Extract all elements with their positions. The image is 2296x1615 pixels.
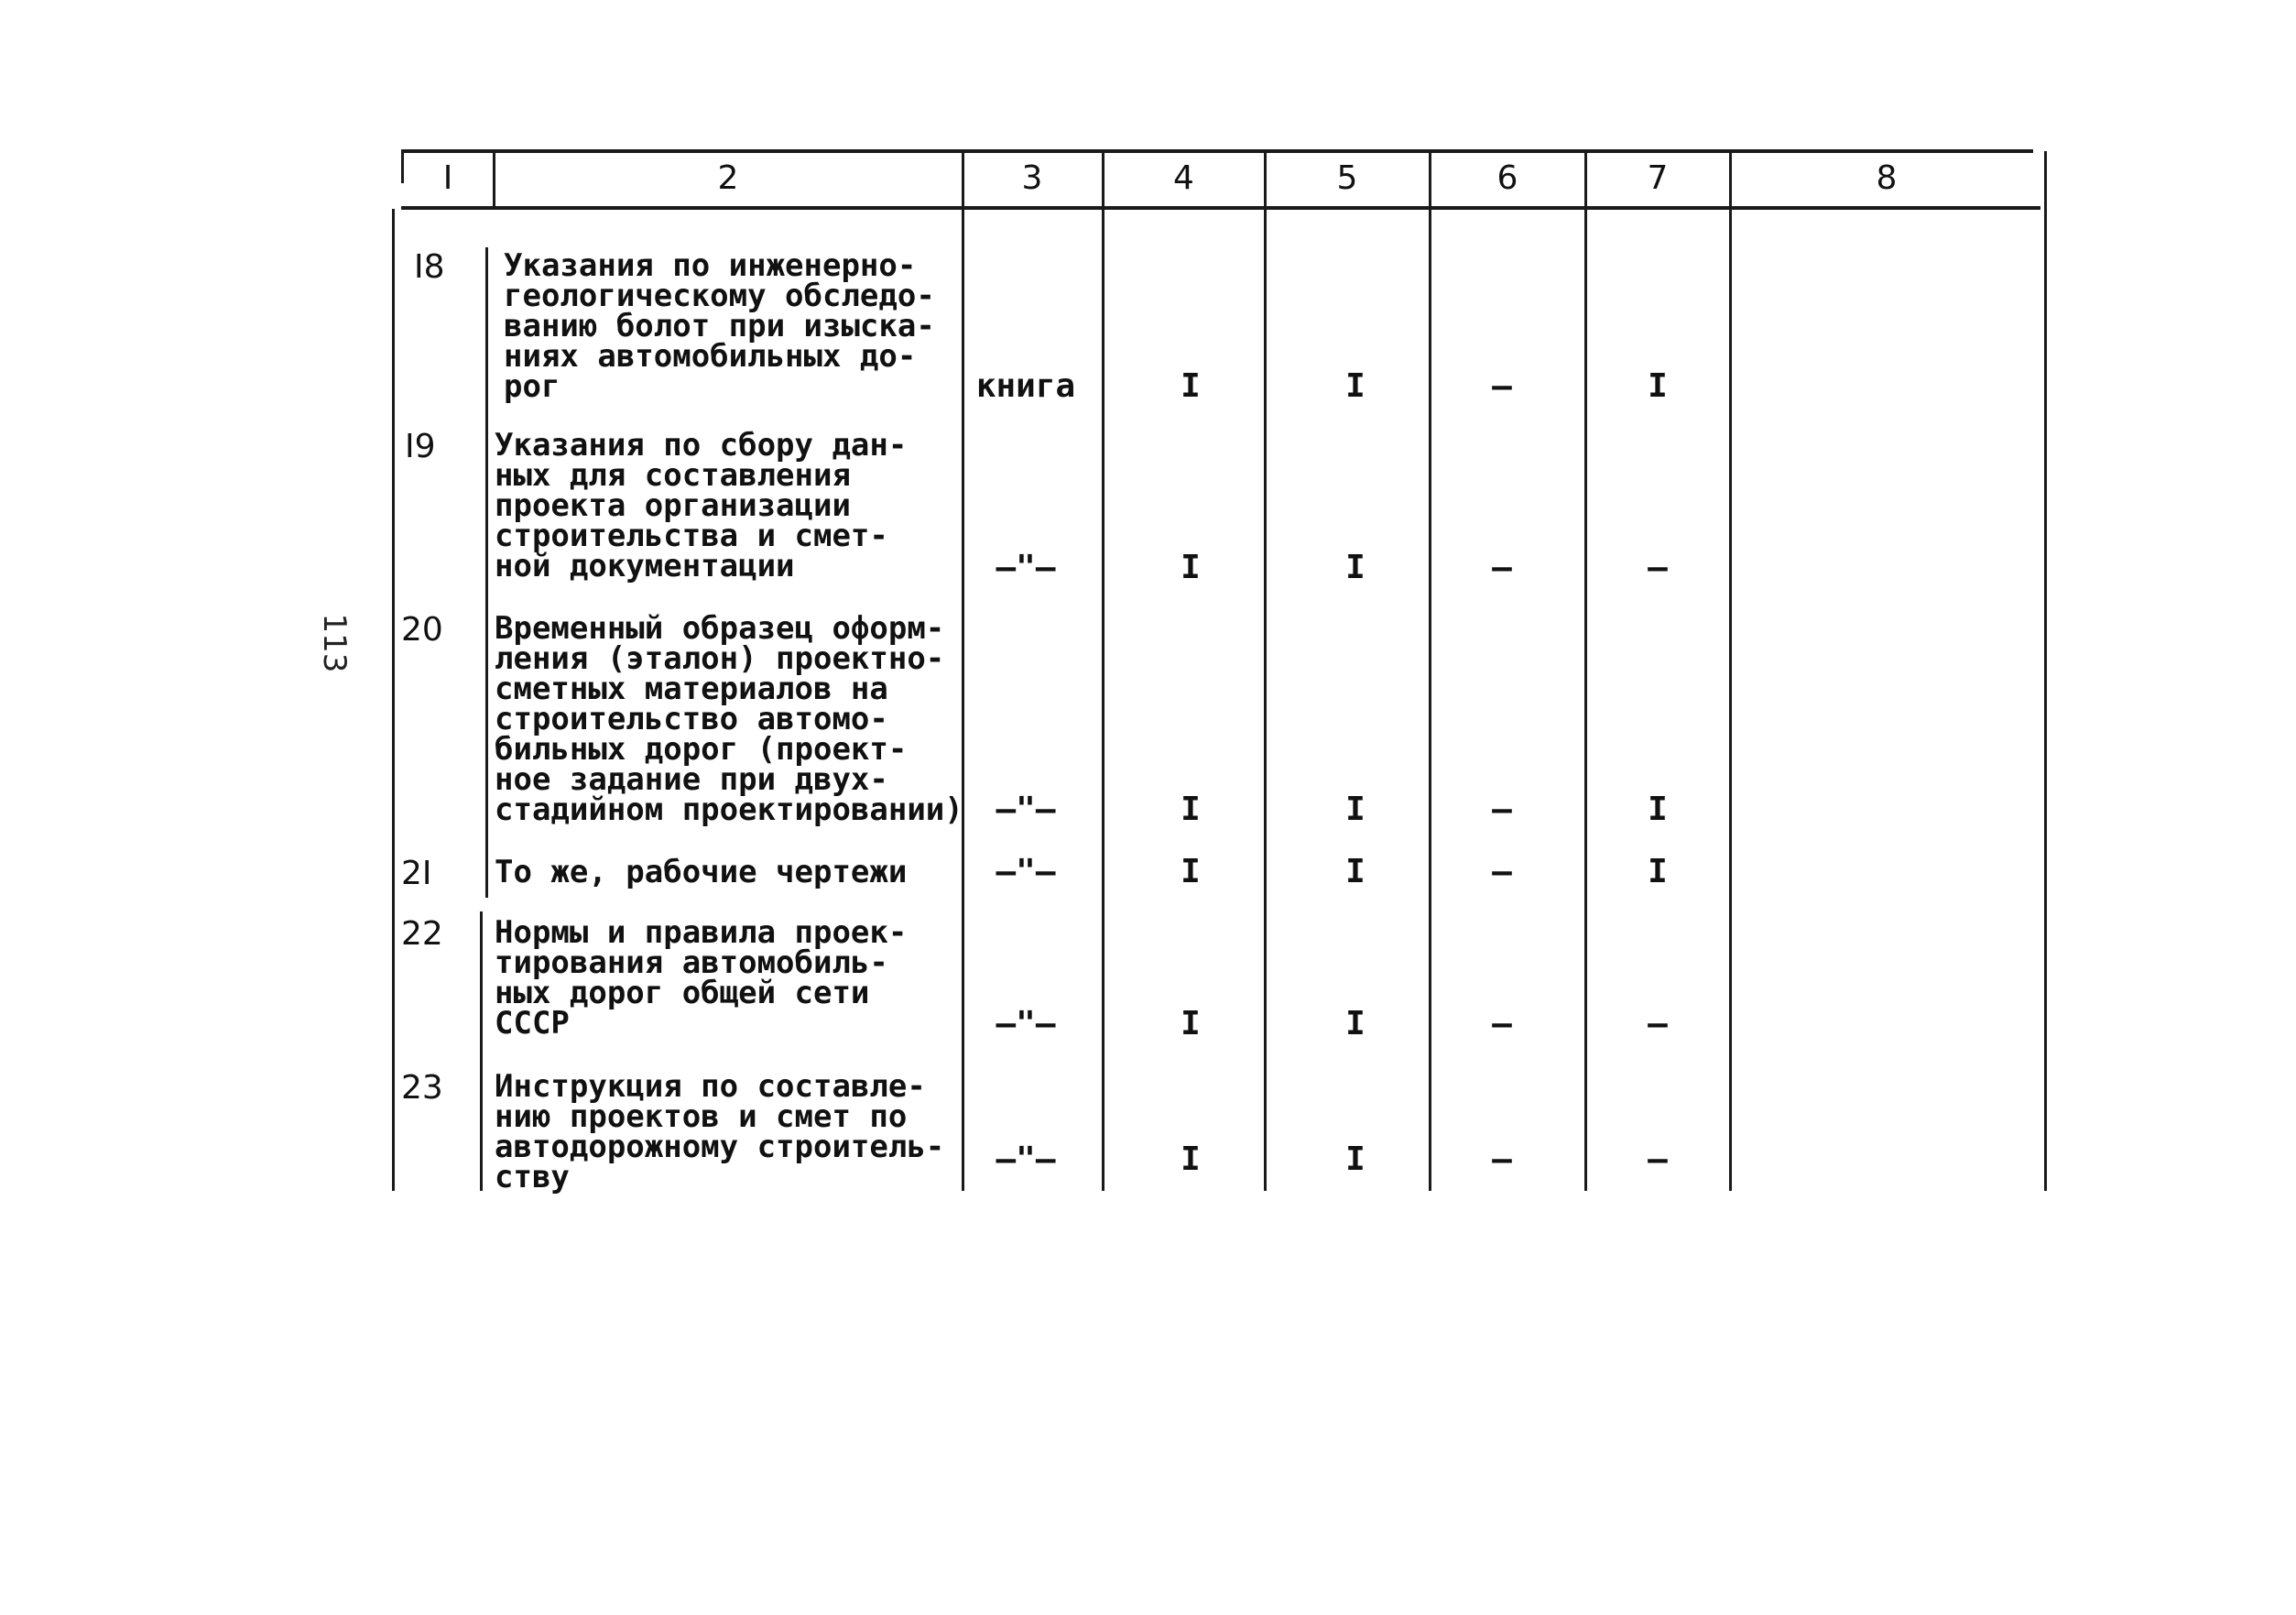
col-7-divider — [1584, 151, 1587, 1191]
row-number: I9 — [405, 428, 436, 465]
table-right-border — [2044, 151, 2047, 1191]
row-number: 22 — [401, 915, 443, 953]
header-col-4: 4 — [1173, 159, 1194, 197]
page-number: 113 — [316, 613, 353, 673]
row-description: То же, рабочие чертежи — [495, 854, 908, 890]
row-value-col7: I — [1648, 791, 1668, 828]
row-value-col7: I — [1648, 367, 1668, 405]
row-unit: –"– — [996, 791, 1056, 828]
row-number: 20 — [401, 611, 443, 649]
header-col-2: 2 — [717, 159, 739, 197]
row-description: Инструкция по составле- нию проектов и смет по автодорожному строитель- ству — [495, 1068, 945, 1195]
header-col-5: 5 — [1336, 159, 1358, 197]
row-value-col4: I — [1181, 549, 1201, 586]
row-number: 2I — [401, 855, 432, 892]
row-description: Временный образец оформ- ления (эталон) проектно- сметных материалов на строительство автомо- бильных дорог (проект- ное задание при двух- стадийном проектировании) — [495, 610, 963, 828]
row-unit: –"– — [996, 1140, 1056, 1178]
row-value-col4: I — [1181, 1005, 1201, 1042]
row-value-col5: I — [1345, 1005, 1366, 1042]
row-value-col7: – — [1648, 549, 1668, 586]
header-bottom-rule — [401, 206, 2040, 210]
row-value-col6: – — [1492, 1005, 1512, 1042]
row-description: Указания по инженерно- геологическому обследо- ванию болот при изыска- ниях автомобильных до- рог — [504, 247, 935, 405]
row-value-col5: I — [1345, 367, 1366, 405]
row-value-col6: – — [1492, 549, 1512, 586]
row-description: Нормы и правила проек- тирования автомобиль- ных дорог общей сети СССР — [495, 914, 908, 1042]
header-col-3: 3 — [1021, 159, 1043, 197]
row-value-col4: I — [1181, 853, 1201, 890]
row-value-col6: – — [1492, 791, 1512, 828]
row-unit: –"– — [996, 1005, 1056, 1042]
col-2-divider-lower — [480, 911, 483, 1191]
row-value-col6: – — [1492, 853, 1512, 890]
col-1-left-border-body — [392, 209, 395, 1191]
row-value-col5: I — [1345, 791, 1366, 828]
header-col-6: 6 — [1496, 159, 1518, 197]
header-col-8: 8 — [1876, 159, 1898, 197]
row-unit: –"– — [996, 853, 1056, 890]
row-value-col5: I — [1345, 853, 1366, 890]
header-col-1: I — [442, 159, 453, 197]
row-value-col5: I — [1345, 549, 1366, 586]
row-value-col4: I — [1181, 367, 1201, 405]
row-description: Указания по сбору дан- ных для составления проекта организации строительства и смет- ной документации — [495, 427, 908, 584]
row-value-col5: I — [1345, 1140, 1366, 1178]
col-4-divider — [1102, 151, 1104, 1191]
header-col-7: 7 — [1647, 159, 1669, 197]
row-value-col4: I — [1181, 1140, 1201, 1178]
row-value-col7: – — [1648, 1140, 1668, 1178]
row-unit: –"– — [996, 549, 1056, 586]
col-2-divider-body — [485, 247, 488, 898]
row-value-col6: – — [1492, 1140, 1512, 1178]
row-value-col6: – — [1492, 367, 1512, 405]
row-value-col7: I — [1648, 853, 1668, 890]
col-5-divider — [1264, 151, 1267, 1191]
col-6-divider — [1429, 151, 1431, 1191]
row-unit: книга — [975, 367, 1076, 405]
col-8-divider — [1729, 151, 1732, 1191]
row-number: I8 — [414, 248, 445, 286]
row-number: 23 — [401, 1069, 443, 1107]
table-top-rule — [401, 149, 2033, 153]
row-value-col4: I — [1181, 791, 1201, 828]
row-value-col7: – — [1648, 1005, 1668, 1042]
